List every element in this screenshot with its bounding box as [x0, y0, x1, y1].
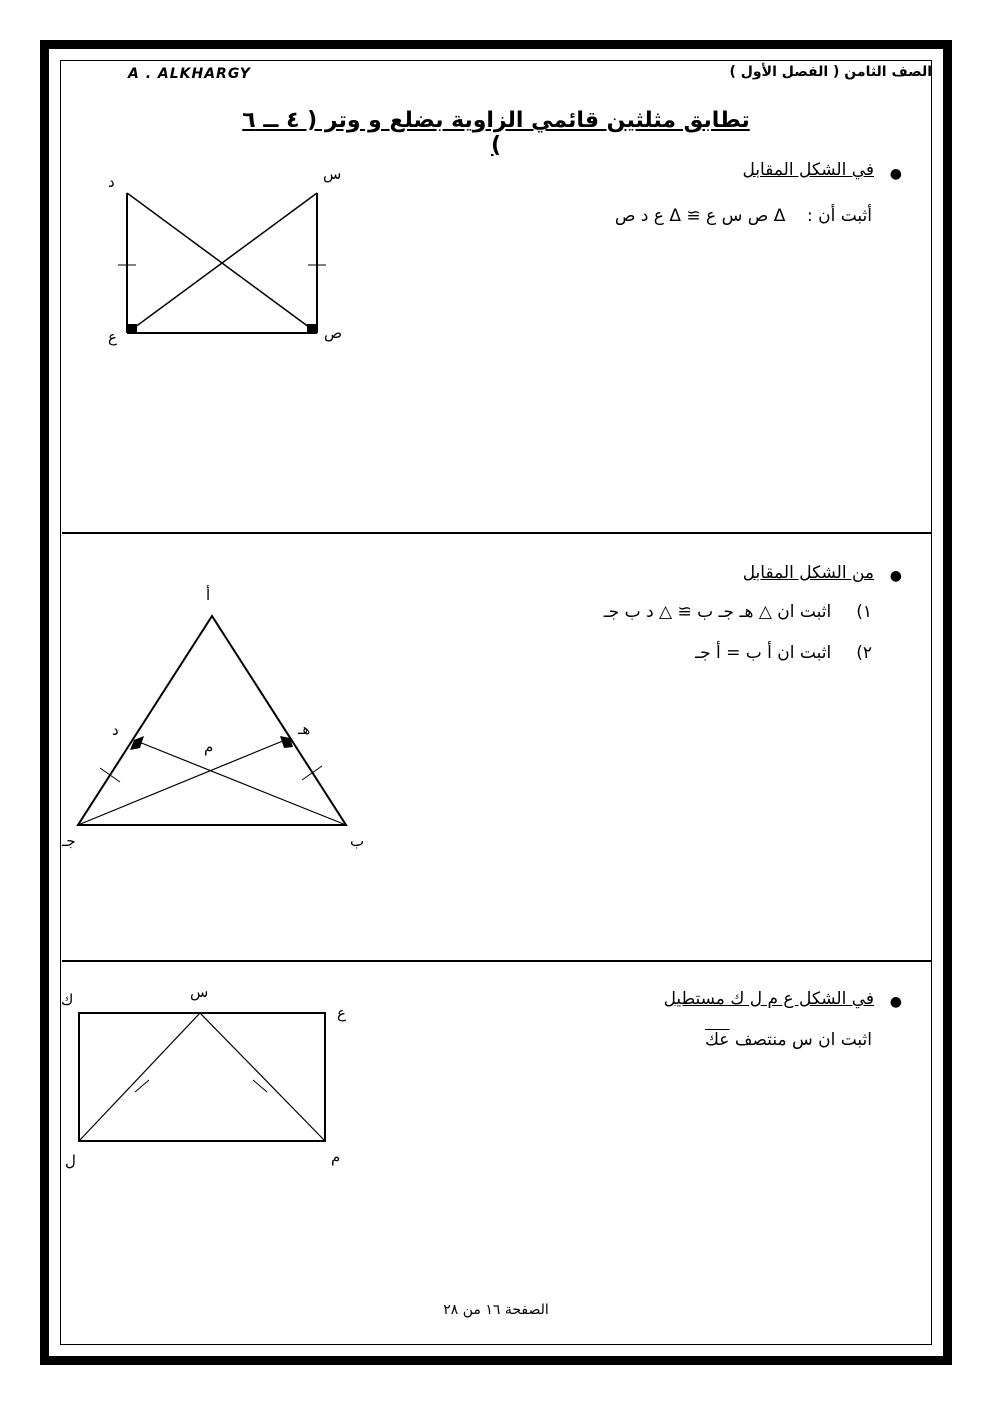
label-l: ل [65, 1152, 76, 1170]
segment-bd [134, 740, 346, 825]
segment-sl [79, 1013, 200, 1141]
rectangle-aml-k [79, 1013, 325, 1141]
label-s: س [323, 165, 342, 183]
label-j: جـ [62, 832, 76, 850]
label-m: م [331, 1148, 341, 1166]
label-d: د [112, 721, 119, 739]
label-h: هـ [298, 720, 311, 738]
page-number: الصفحة ١٦ من ٢٨ [443, 1302, 549, 1318]
figure1 [100, 160, 360, 360]
problem2-item-1: ١) اثبت ان △ هـ جـ ب ≅ △ د ب جـ [603, 602, 872, 622]
bullet-icon: ● [889, 166, 902, 182]
label-k: ك [61, 991, 74, 1009]
problem3-intro: في الشكل ع م ل ك مستطيل [663, 989, 874, 1009]
label-s: س [190, 983, 209, 1001]
label-d: د [108, 173, 115, 191]
divider [62, 960, 932, 962]
label-ain: ع [337, 1004, 346, 1022]
problem2-intro: من الشكل المقابل [742, 563, 874, 583]
problem1-prove: أثبت أن : Δ ص س ع ≅ Δ ع د ص [614, 206, 872, 226]
tick-mark [135, 1080, 149, 1092]
label-m: م [204, 738, 214, 756]
figure3 [55, 980, 365, 1180]
segment-notation: عك [704, 1030, 730, 1050]
label-ain: ع [108, 328, 117, 346]
bullet-icon: ● [889, 568, 902, 584]
right-angle-mark [128, 324, 137, 333]
figure2 [60, 580, 380, 855]
tick-mark [100, 768, 120, 782]
label-sad: ص [324, 324, 343, 342]
segment-jh [78, 738, 290, 825]
bullet-icon: ● [889, 994, 902, 1010]
tick-mark [253, 1080, 267, 1092]
grade-label: الصف الثامن ( الفصل الأول ) [729, 64, 932, 80]
tick-mark [302, 766, 322, 780]
label-a: أ [206, 586, 211, 604]
page-title: تطابق مثلثين قائمي الزاوية بضلع و وتر ( ٤ ــ ٦ ) [242, 108, 750, 158]
divider [62, 532, 932, 534]
author-name: A . ALKHARGY [128, 66, 251, 82]
right-angle-mark [307, 324, 316, 333]
problem1-intro: في الشكل المقابل [742, 160, 874, 180]
problem2-item-2: ٢) اثبت ان أ ب = أ جـ [695, 643, 872, 663]
segment-sm [200, 1013, 325, 1141]
problem3-prove: اثبت ان س منتصف عك [704, 1030, 872, 1050]
label-b: ب [350, 832, 365, 850]
